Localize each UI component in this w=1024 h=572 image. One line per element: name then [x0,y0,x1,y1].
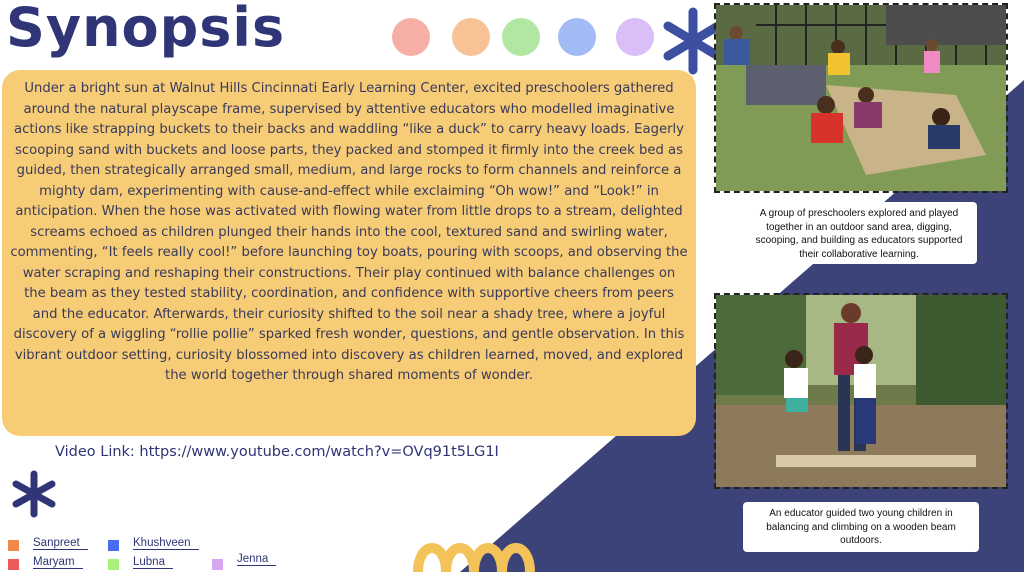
member-color-swatch [108,559,119,570]
member-name: Lubna [133,556,173,569]
member-color-swatch [8,559,19,570]
sand-play-image [716,5,1006,191]
photo-caption-2: An educator guided two young children in balancing and climbing on a wooden beam outdoors. [743,502,979,552]
asterisk-icon [8,470,60,518]
photo-sand-play [714,3,1008,193]
decor-dot [558,18,596,56]
member-name: Khushveen [133,537,199,550]
video-link[interactable]: Video Link: https://www.youtube.com/watch?v=OVq91t5LG1I [55,444,499,460]
squiggle-decoration [412,534,538,572]
balance-beam-image [716,295,1006,487]
photo-caption-1: A group of preschoolers explored and played together in an outdoor sand area, digging, scooping, and building as educators supported their collaborative learning. [741,202,977,264]
member-color-swatch [212,559,223,570]
photo-balance-beam [714,293,1008,489]
member-name: Jenna [237,553,276,566]
decor-dot [452,18,490,56]
member-color-swatch [8,540,19,551]
decor-dot [502,18,540,56]
decor-dot [392,18,430,56]
page-title: Synopsis [6,0,286,59]
member-name: Maryam [33,556,83,569]
member-color-swatch [108,540,119,551]
synopsis-card: Under a bright sun at Walnut Hills Cincinnati Early Learning Center, excited preschoolers gathered around the natural playscape frame, supervised by attentive educators who modelled imaginative actions like strapping buckets to their backs and waddling “like a duck” to carry heavy loads. Eagerly scooping sand with buckets and loose parts, they packed and stomped it firmly into the creek bed as guided, then strategically arranged small, medium, and large rocks to form channels and reinforce a mighty dam, experimenting with cause-and-effect while exclaiming “Oh wow!” and “Look!” in anticipation. When the hose was activated with flowing water from little drops to a stream, delighted screams echoed as children plunged their hands into the cool, textured sand and swirling water, commenting, “It feels really cool!” before launching toy boats, pouring with scoops, and observing the water scraping and reshaping their constructions. Their play continued with balance challenges on the beam as they tested stability, coordination, and confidence with supportive cheers from peers and the educator. Afterwards, their curiosity shifted to the soil near a shady tree, where a joyful discovery of a wiggling “rollie pollie” sparked fresh wonder, questions, and gentle observation. In this vibrant outdoor setting, curiosity blossomed into discovery as children learned, moved, and explored the world together through shared moments of wonder. [2,70,696,436]
decor-dot [616,18,654,56]
member-name: Sanpreet [33,537,88,550]
